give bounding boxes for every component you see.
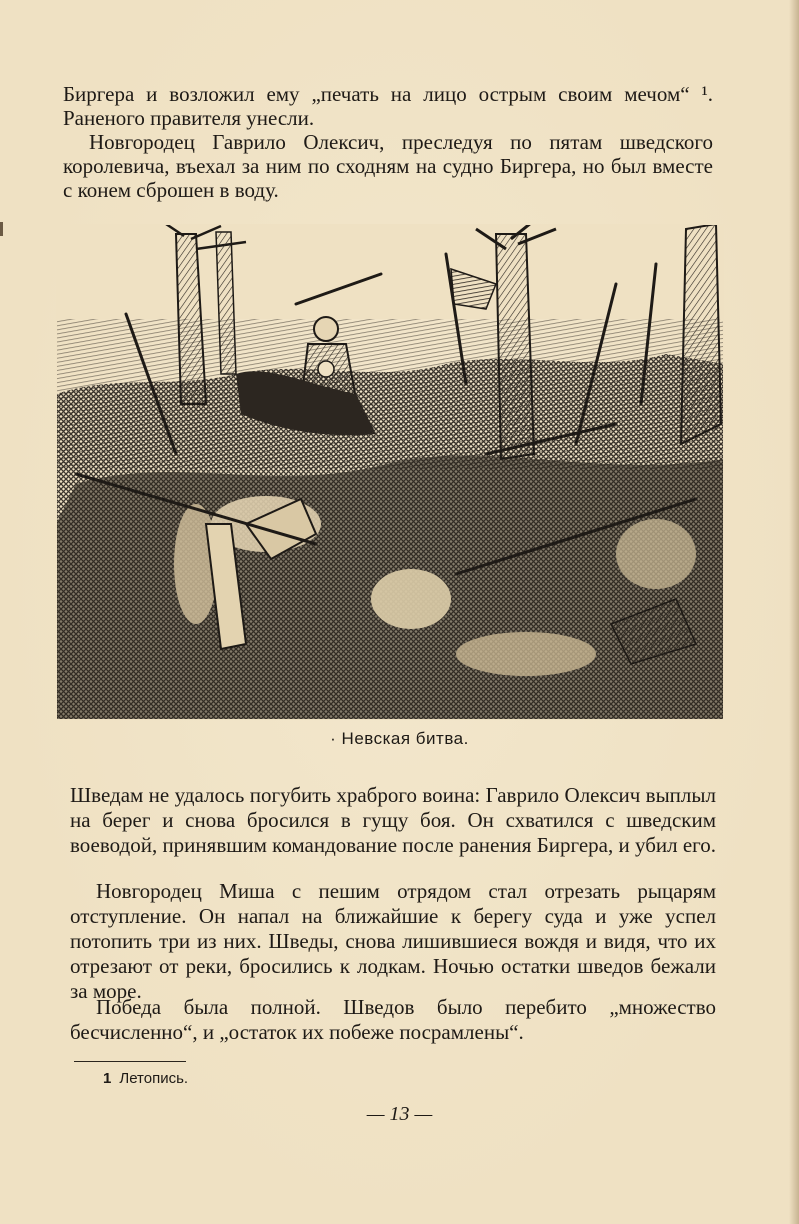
paragraph-2: Новгородец Гаврило Олексич, преследуя по пятам шведского королевича, въехал за ним по сходням на судно Биргера, но был вместе с конем сброшен в воду. (63, 130, 713, 202)
page-number: — 13 — (366, 1103, 433, 1125)
footnote-divider (74, 1061, 186, 1062)
page-edge-shadow (789, 0, 799, 1224)
footnote (103, 1070, 188, 1087)
illustration-caption: · Невская битва. (330, 729, 469, 748)
paragraph-3: Шведам не удалось погубить храброго воина: Гаврило Олексич выплыл на берег и снова бросился в гущу боя. Он схватился с шведским воеводой, принявшим командование после ранения Биргера, и убил его. (70, 783, 717, 857)
footnote-number: 1 (103, 1070, 112, 1087)
paragraph-1: Биргера и возложил ему „печать на лицо острым своим мечом“ ¹. Раненого правителя унесли. (63, 82, 713, 130)
binding-mark (0, 222, 3, 236)
battle-engraving (56, 224, 724, 720)
paragraph-5: Победа была полной. Шведов было перебито „множество бесчисленно“, и „остаток их побеже посрамлены“. (70, 995, 716, 1044)
footnote-text: Летопись. (119, 1070, 189, 1087)
paragraph-4: Новгородец Миша с пешим отрядом стал отрезать рыцарям отступление. Он напал на ближайшие к берегу суда и уже успел потопить три из них. Шведы, снова лишившиеся вождя и видя, что их отрезают от реки, бросились к лодкам. Ночью остатки шведов бежали за море. (70, 879, 716, 1003)
